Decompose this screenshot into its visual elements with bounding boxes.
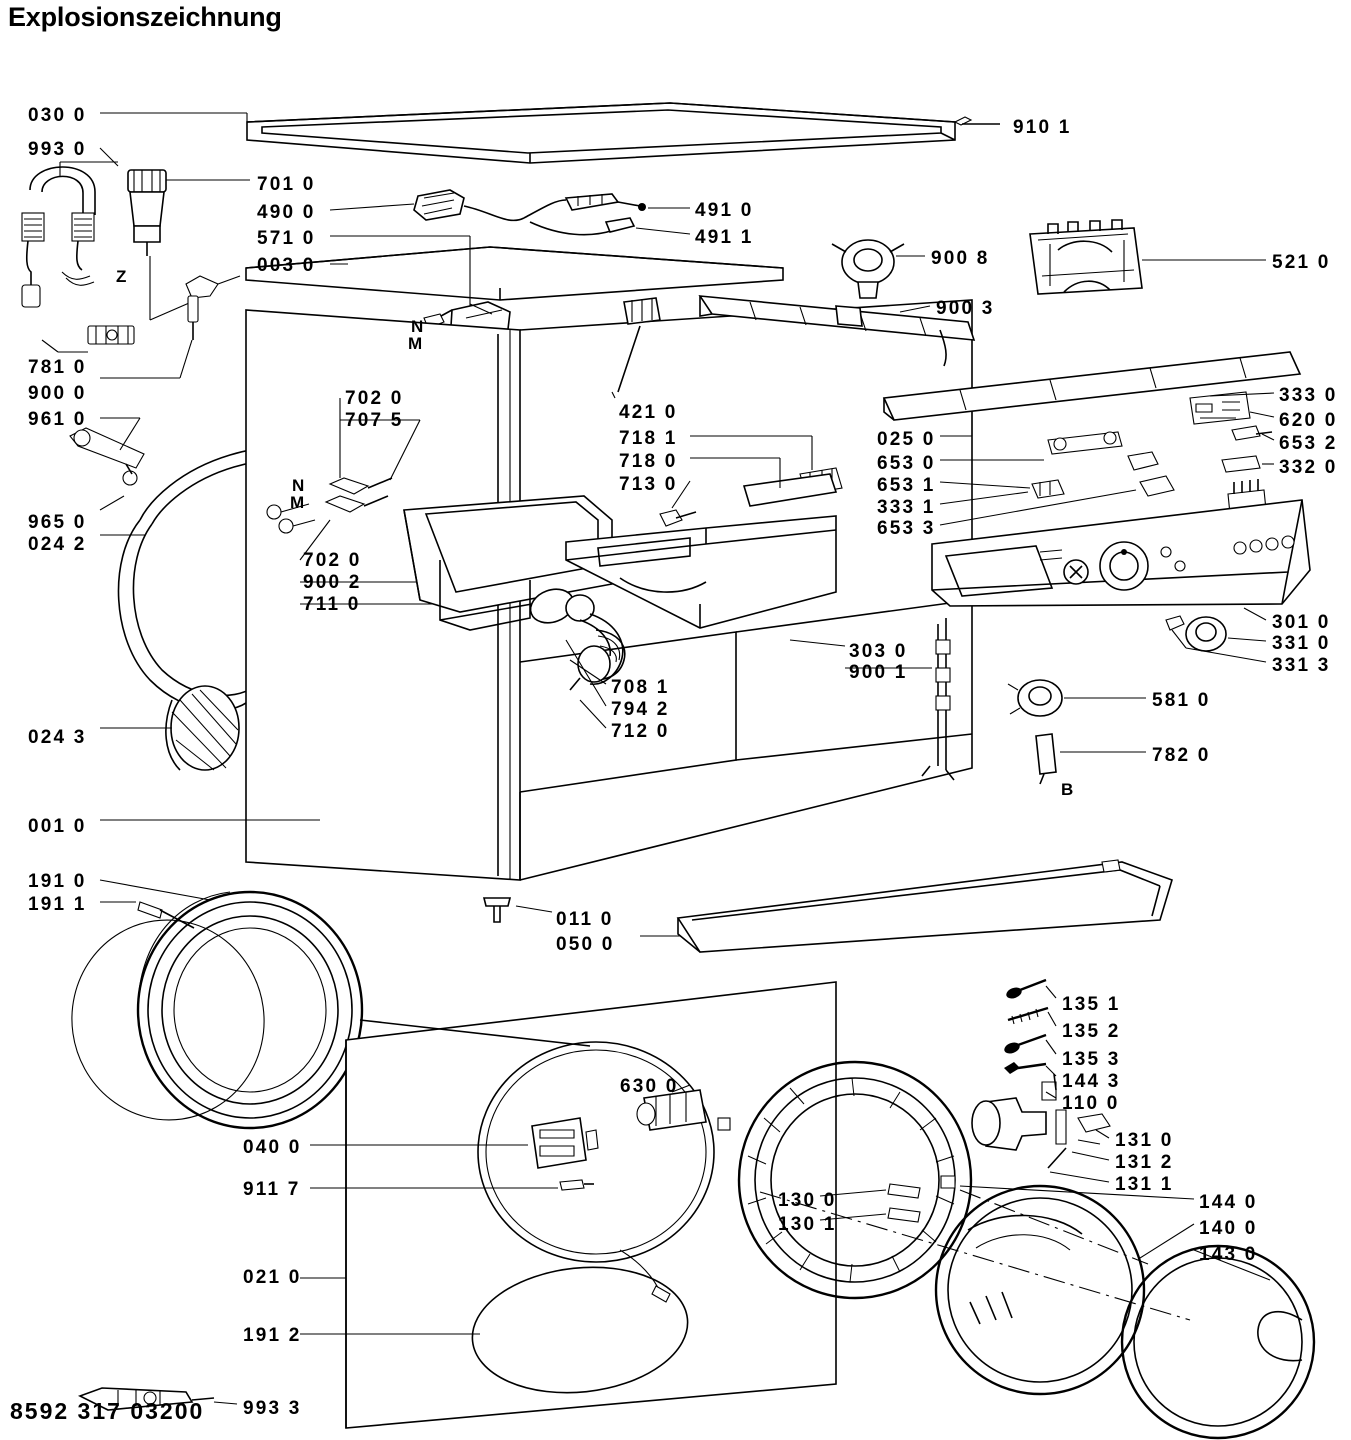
reference-marker: N	[411, 317, 424, 336]
part-callout: 630 0	[620, 1076, 679, 1097]
part-callout: 333 1	[877, 497, 936, 518]
part-callout: 331 0	[1272, 633, 1331, 654]
part-callout: 993 0	[28, 139, 87, 160]
part-callout: 131 1	[1115, 1174, 1174, 1195]
part-callout: 024 3	[28, 727, 87, 748]
reference-marker: M	[408, 334, 423, 353]
part-callout: 191 0	[28, 871, 87, 892]
part-callout: 620 0	[1279, 410, 1338, 431]
part-callout: 301 0	[1272, 612, 1331, 633]
door-seal-191-0	[59, 892, 362, 1132]
part-callout: 135 2	[1062, 1021, 1121, 1042]
part-callout: 003 0	[257, 255, 316, 276]
part-callout: 707 5	[345, 410, 404, 431]
part-callout: 521 0	[1272, 252, 1331, 273]
part-callout: 900 1	[849, 662, 908, 683]
wiring-900-1	[922, 618, 954, 780]
part-callout: 333 0	[1279, 385, 1338, 406]
part-callout: 653 3	[877, 518, 936, 539]
front-panel-021-0	[346, 982, 836, 1428]
cable-harness-490-491	[414, 190, 646, 235]
hose-bracket-993-0	[22, 167, 95, 307]
part-callout: 130 0	[778, 1190, 837, 1211]
screw-011-0	[484, 898, 510, 922]
part-callout: 130 1	[778, 1214, 837, 1235]
part-callout: 491 0	[695, 200, 754, 221]
part-callout: 131 2	[1115, 1152, 1174, 1173]
part-callout: 702 0	[303, 550, 362, 571]
part-callout: 144 3	[1062, 1071, 1121, 1092]
part-callout: 011 0	[556, 909, 614, 930]
part-callout: 135 1	[1062, 994, 1121, 1015]
part-callout: 490 0	[257, 202, 316, 223]
page-title: Explosionszeichnung	[8, 2, 282, 32]
rear-cover-003-0	[246, 247, 783, 300]
part-callout: 718 1	[619, 428, 678, 449]
part-callout: 993 3	[243, 1398, 302, 1419]
part-callout: 110 0	[1062, 1093, 1120, 1114]
part-callout: 191 2	[243, 1325, 302, 1346]
part-callout: 025 0	[877, 429, 936, 450]
part-callout: 001 0	[28, 816, 87, 837]
part-callout: 794 2	[611, 699, 670, 720]
part-callout: 030 0	[28, 105, 87, 126]
plinth-050-0	[678, 860, 1172, 952]
part-callout: 332 0	[1279, 457, 1338, 478]
part-callout: 910 1	[1013, 117, 1072, 138]
small-parts-781-900	[88, 276, 240, 344]
part-callout: 021 0	[243, 1267, 302, 1288]
document-code: 8592 317 03200	[10, 1398, 205, 1424]
part-callout: 653 2	[1279, 433, 1338, 454]
pump-900-8	[832, 240, 904, 298]
part-581-0	[1008, 680, 1062, 716]
part-callout: 024 2	[28, 534, 87, 555]
pin-191-1	[138, 902, 194, 928]
part-callout: 965 0	[28, 512, 87, 533]
part-callout: 140 0	[1199, 1218, 1258, 1239]
reference-marker: Z	[116, 267, 127, 286]
part-callout: 581 0	[1152, 690, 1211, 711]
part-callout: 900 3	[936, 298, 995, 319]
part-callout: 702 0	[345, 388, 404, 409]
part-callout: 131 0	[1115, 1130, 1174, 1151]
part-callout: 900 8	[931, 248, 990, 269]
part-callout: 781 0	[28, 357, 87, 378]
inlet-valve-701-0	[128, 170, 166, 256]
part-callout: 712 0	[611, 721, 670, 742]
part-callout: 900 0	[28, 383, 87, 404]
part-callout: 143 0	[1199, 1244, 1258, 1265]
part-callout: 701 0	[257, 174, 316, 195]
part-callout: 713 0	[619, 474, 678, 495]
part-callout: 900 2	[303, 572, 362, 593]
filter-024-3	[166, 686, 239, 770]
part-callout: 718 0	[619, 451, 678, 472]
part-callout: 961 0	[28, 409, 87, 430]
part-callout: 782 0	[1152, 745, 1211, 766]
top-lid-part	[247, 103, 955, 163]
door-glass-140-0	[936, 1186, 1144, 1394]
motor-521-0	[1030, 220, 1142, 294]
part-callout: 050 0	[556, 934, 615, 955]
part-callout: 653 0	[877, 453, 936, 474]
door-bezel-143-0	[1122, 1246, 1314, 1438]
screw-910-1	[955, 117, 1000, 125]
part-782-0	[1036, 734, 1056, 784]
part-callout: 653 1	[877, 475, 936, 496]
part-callout: 571 0	[257, 228, 316, 249]
part-callout: 303 0	[849, 641, 908, 662]
part-callout: 040 0	[243, 1137, 302, 1158]
reference-marker: N	[292, 476, 305, 495]
small-parts-653-group	[1032, 392, 1272, 514]
part-callout: 911 7	[243, 1179, 301, 1200]
part-callout: 708 1	[611, 677, 670, 698]
reference-marker: M	[290, 493, 305, 512]
part-callout: 711 0	[303, 594, 361, 615]
part-callout: 421 0	[619, 402, 678, 423]
part-callout: 191 1	[28, 894, 87, 915]
connector-421-0	[618, 298, 660, 392]
part-callout: 331 3	[1272, 655, 1331, 676]
latch-assembly-961-965	[70, 428, 144, 485]
screws-135-group	[1003, 980, 1056, 1100]
part-callout: 135 3	[1062, 1049, 1121, 1070]
part-callout: 491 1	[695, 227, 754, 248]
top-rail-900-3	[700, 296, 974, 366]
reference-marker: B	[1061, 780, 1074, 799]
part-callout: 144 0	[1199, 1192, 1258, 1213]
